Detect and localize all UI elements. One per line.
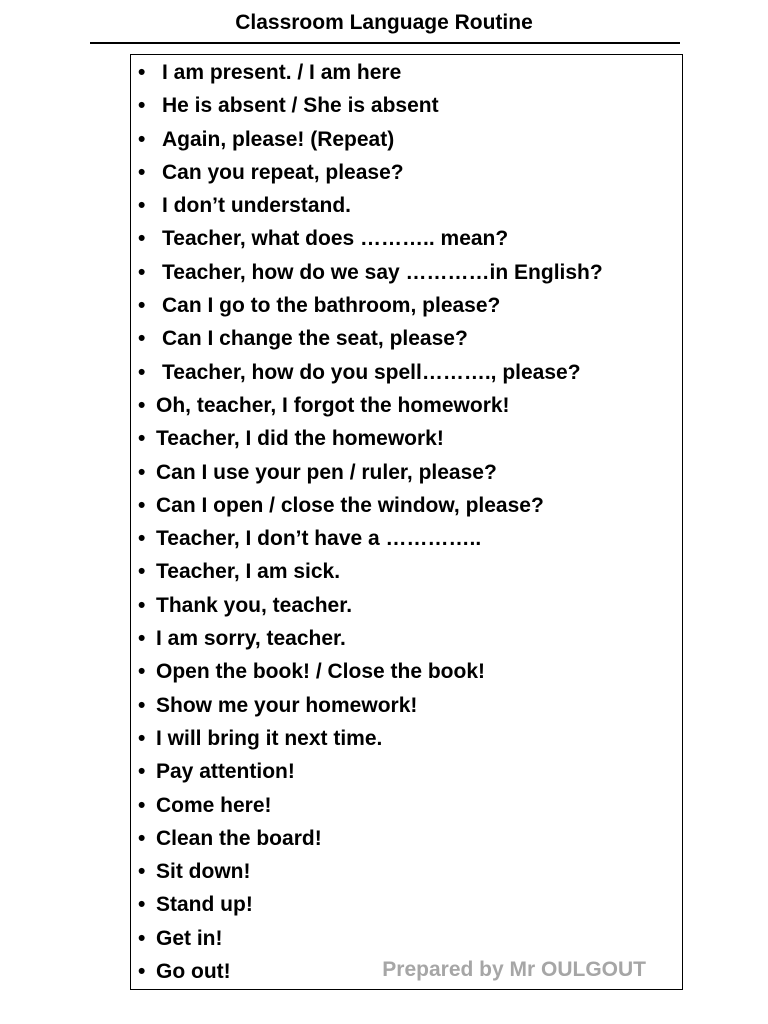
bullet-icon: •: [138, 427, 146, 451]
phrase-text: I will bring it next time.: [156, 726, 383, 750]
bullet-icon: •: [138, 793, 146, 817]
bullet-icon: •: [138, 527, 146, 551]
bullet-icon: •: [138, 327, 146, 351]
phrase-item: [138, 689, 678, 722]
bullet-icon: •: [138, 926, 146, 950]
bullet-icon: •: [138, 627, 146, 651]
phrase-item: [138, 589, 678, 622]
bullet-icon: •: [138, 660, 146, 684]
phrase-text: Teacher, I am sick.: [156, 560, 341, 584]
phrase-text: Teacher, how do you spell………., please?: [162, 360, 581, 384]
phrase-item: [138, 655, 678, 688]
phrase-text: Show me your homework!: [156, 693, 418, 717]
bullet-icon: •: [138, 960, 146, 984]
phrase-text: Stand up!: [156, 893, 253, 917]
bullet-icon: •: [138, 294, 146, 318]
phrase-text: Get in!: [156, 926, 223, 950]
phrase-item: [138, 522, 678, 555]
bullet-icon: •: [138, 360, 146, 384]
phrase-text: Pay attention!: [156, 760, 295, 784]
bullet-icon: •: [138, 860, 146, 884]
phrase-text: Can you repeat, please?: [162, 160, 404, 184]
bullet-icon: •: [138, 127, 146, 151]
phrase-text: Thank you, teacher.: [156, 593, 353, 617]
phrase-text: Sit down!: [156, 860, 251, 884]
phrase-item: [138, 822, 678, 855]
phrase-item: [138, 422, 678, 455]
bullet-icon: •: [138, 493, 146, 517]
phrase-text: Teacher, I don’t have a …………..: [156, 527, 482, 551]
phrase-item: [138, 123, 678, 156]
credit-text: Prepared by Mr OULGOUT: [382, 958, 646, 981]
bullet-icon: •: [138, 593, 146, 617]
phrase-text: Can I change the seat, please?: [162, 327, 468, 351]
phrase-text: Come here!: [156, 793, 272, 817]
bullet-icon: •: [138, 393, 146, 417]
phrase-item: [138, 489, 678, 522]
bullet-icon: •: [138, 194, 146, 218]
phrase-item: [138, 755, 678, 788]
bullet-icon: •: [138, 560, 146, 584]
bullet-icon: •: [138, 460, 146, 484]
bullet-icon: •: [138, 160, 146, 184]
phrase-text: Teacher, what does ……….. mean?: [162, 227, 509, 251]
bullet-icon: •: [138, 260, 146, 284]
phrase-item: [138, 389, 678, 422]
phrase-item: [138, 356, 678, 389]
phrase-text: Teacher, how do we say …………in English?: [162, 260, 603, 284]
phrase-text: Open the book! / Close the book!: [156, 660, 486, 684]
bullet-icon: •: [138, 760, 146, 784]
phrase-item: [138, 888, 678, 921]
phrase-item: [138, 789, 678, 822]
phrase-box: [130, 54, 683, 990]
phrase-text: Teacher, I did the homework!: [156, 427, 444, 451]
phrase-text: Go out!: [156, 960, 231, 984]
phrase-text: He is absent / She is absent: [162, 94, 439, 118]
phrase-item: [138, 289, 678, 322]
phrase-text: Oh, teacher, I forgot the homework!: [156, 393, 510, 417]
bullet-icon: •: [138, 227, 146, 251]
bullet-icon: •: [138, 94, 146, 118]
phrase-text: Can I go to the bathroom, please?: [162, 294, 501, 318]
phrase-item: [138, 89, 678, 122]
phrase-item: [138, 189, 678, 222]
page-title: Classroom Language Routine: [235, 11, 533, 34]
phrase-item: [138, 855, 678, 888]
phrase-item: [138, 256, 678, 289]
phrase-item: [138, 456, 678, 489]
phrase-item: [138, 156, 678, 189]
phrase-text: Clean the board!: [156, 826, 322, 850]
bullet-icon: •: [138, 726, 146, 750]
phrase-item: [138, 622, 678, 655]
phrase-item: [138, 722, 678, 755]
phrase-item: [138, 222, 678, 255]
phrase-list: [138, 56, 678, 988]
bullet-icon: •: [138, 61, 146, 84]
bullet-icon: •: [138, 826, 146, 850]
phrase-text: Again, please! (Repeat): [162, 127, 395, 151]
bullet-icon: •: [138, 693, 146, 717]
phrase-text: Can I open / close the window, please?: [156, 493, 544, 517]
bullet-icon: •: [138, 893, 146, 917]
title-underline: [90, 42, 680, 44]
phrase-item: [138, 322, 678, 355]
phrase-item: [138, 56, 678, 89]
phrase-text: I am sorry, teacher.: [156, 627, 346, 651]
phrase-text: I am present. / I am here: [162, 61, 402, 84]
phrase-item: [138, 922, 678, 955]
phrase-item: [138, 555, 678, 588]
phrase-text: Can I use your pen / ruler, please?: [156, 460, 497, 484]
phrase-text: I don’t understand.: [162, 194, 351, 218]
